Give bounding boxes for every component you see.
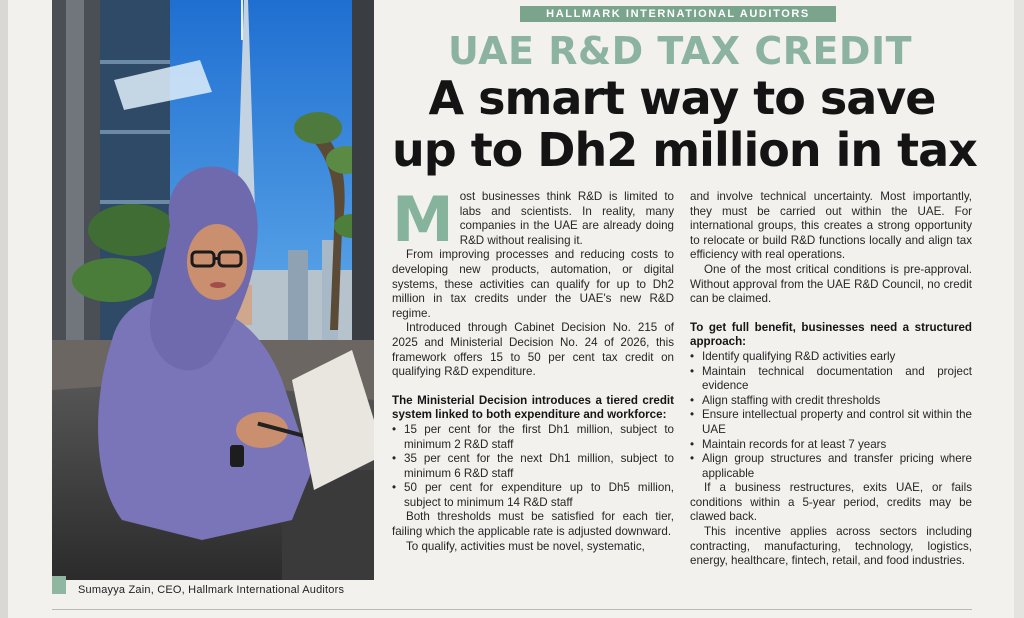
list-item: • 35 per cent for the next Dh1 million, subject to minimum 6 R&D staff	[392, 452, 674, 480]
bullet-glyph: •	[690, 364, 695, 378]
caption-marker	[52, 576, 66, 594]
bullet-glyph: •	[690, 437, 695, 451]
paragraph: Introduced through Cabinet Decision No. 215 of 2025 and Ministerial Decision No. 24 of 2026, this framework offers 15 to 50 per cent tax credit on qualifying R&D expenditure.	[392, 321, 674, 379]
list-item: • 15 per cent for the first Dh1 million, subject to minimum 2 R&D staff	[392, 422, 674, 451]
bottom-divider	[52, 609, 972, 610]
bullet-glyph: •	[690, 349, 695, 363]
headline-line-1: A smart way to save	[428, 71, 936, 125]
approach-list	[690, 350, 972, 481]
paragraph: and involve technical uncertainty. Most importantly, they must be carried out within the UAE. For international groups, this creates a strong opportunity to relocate or build R&D functions locally and align tax efficiency with real operations.	[690, 190, 972, 262]
photo-caption: Sumayya Zain, CEO, Hallmark International Auditors	[78, 584, 345, 596]
bullet-glyph: •	[690, 408, 695, 422]
article-column-1	[392, 183, 674, 554]
lead-paragraph	[392, 183, 674, 256]
paragraph: From improving processes and reducing costs to developing new products, automation, or digital systems, these activities can qualify for up to Dh2 million in tax credits under the UAE's new R&D regime.	[392, 248, 674, 320]
bullet-glyph: •	[690, 452, 695, 466]
list-item: • Identify qualifying R&D activities early	[690, 349, 896, 363]
page-edge-right	[1014, 0, 1024, 618]
subheading: The Ministerial Decision introduces a tiered credit system linked to both expenditure and workforce:	[392, 393, 674, 422]
list-item: • Align staffing with credit thresholds	[690, 393, 881, 407]
bullet-glyph: •	[690, 393, 695, 407]
paragraph: This incentive applies across sectors including contracting, manufacturing, technology, logistics, energy, healthcare, fintech, retail, and food industries.	[690, 525, 972, 568]
bullet-glyph: •	[392, 422, 397, 436]
bullet-glyph: •	[392, 481, 397, 495]
ceo-photo	[52, 0, 374, 580]
paragraph: To qualify, activities must be novel, systematic,	[406, 539, 645, 553]
paragraph: One of the most critical conditions is pre-approval. Without approval from the UAE R&D Council, no credit can be claimed.	[690, 262, 972, 306]
subheading: To get full benefit, businesses need a structured approach:	[690, 320, 972, 349]
lead-text: ost businesses think R&D is limited to labs and scientists. In reality, many companies in the UAE are already doing R&D without realising it.	[459, 190, 674, 247]
paragraph: Both thresholds must be satisfied for each tier, failing which the applicable rate is adjusted downward.	[392, 510, 674, 539]
list-item: • Maintain technical documentation and project evidence	[690, 364, 972, 393]
headline	[392, 71, 977, 177]
kicker-banner: HALLMARK INTERNATIONAL AUDITORS	[520, 6, 836, 22]
article-column-2	[690, 190, 972, 569]
drop-cap: M	[392, 183, 454, 256]
title-topline: UAE R&D TAX CREDIT	[447, 29, 913, 73]
list-item: • Ensure intellectual property and control sit within the UAE	[690, 408, 972, 436]
list-item: • Align group structures and transfer pricing where applicable	[690, 452, 972, 480]
list-item: • Maintain records for at least 7 years	[690, 437, 887, 451]
bullet-glyph: •	[392, 452, 397, 466]
tier-list	[392, 423, 674, 511]
headline-line-2: up to Dh2 million in tax	[392, 123, 977, 177]
list-item: • 50 per cent for expenditure up to Dh5 million, subject to minimum 14 R&D staff	[392, 481, 674, 509]
page-edge-left	[0, 0, 8, 618]
paragraph: If a business restructures, exits UAE, or fails conditions within a 5-year period, credits may be clawed back.	[690, 481, 972, 524]
